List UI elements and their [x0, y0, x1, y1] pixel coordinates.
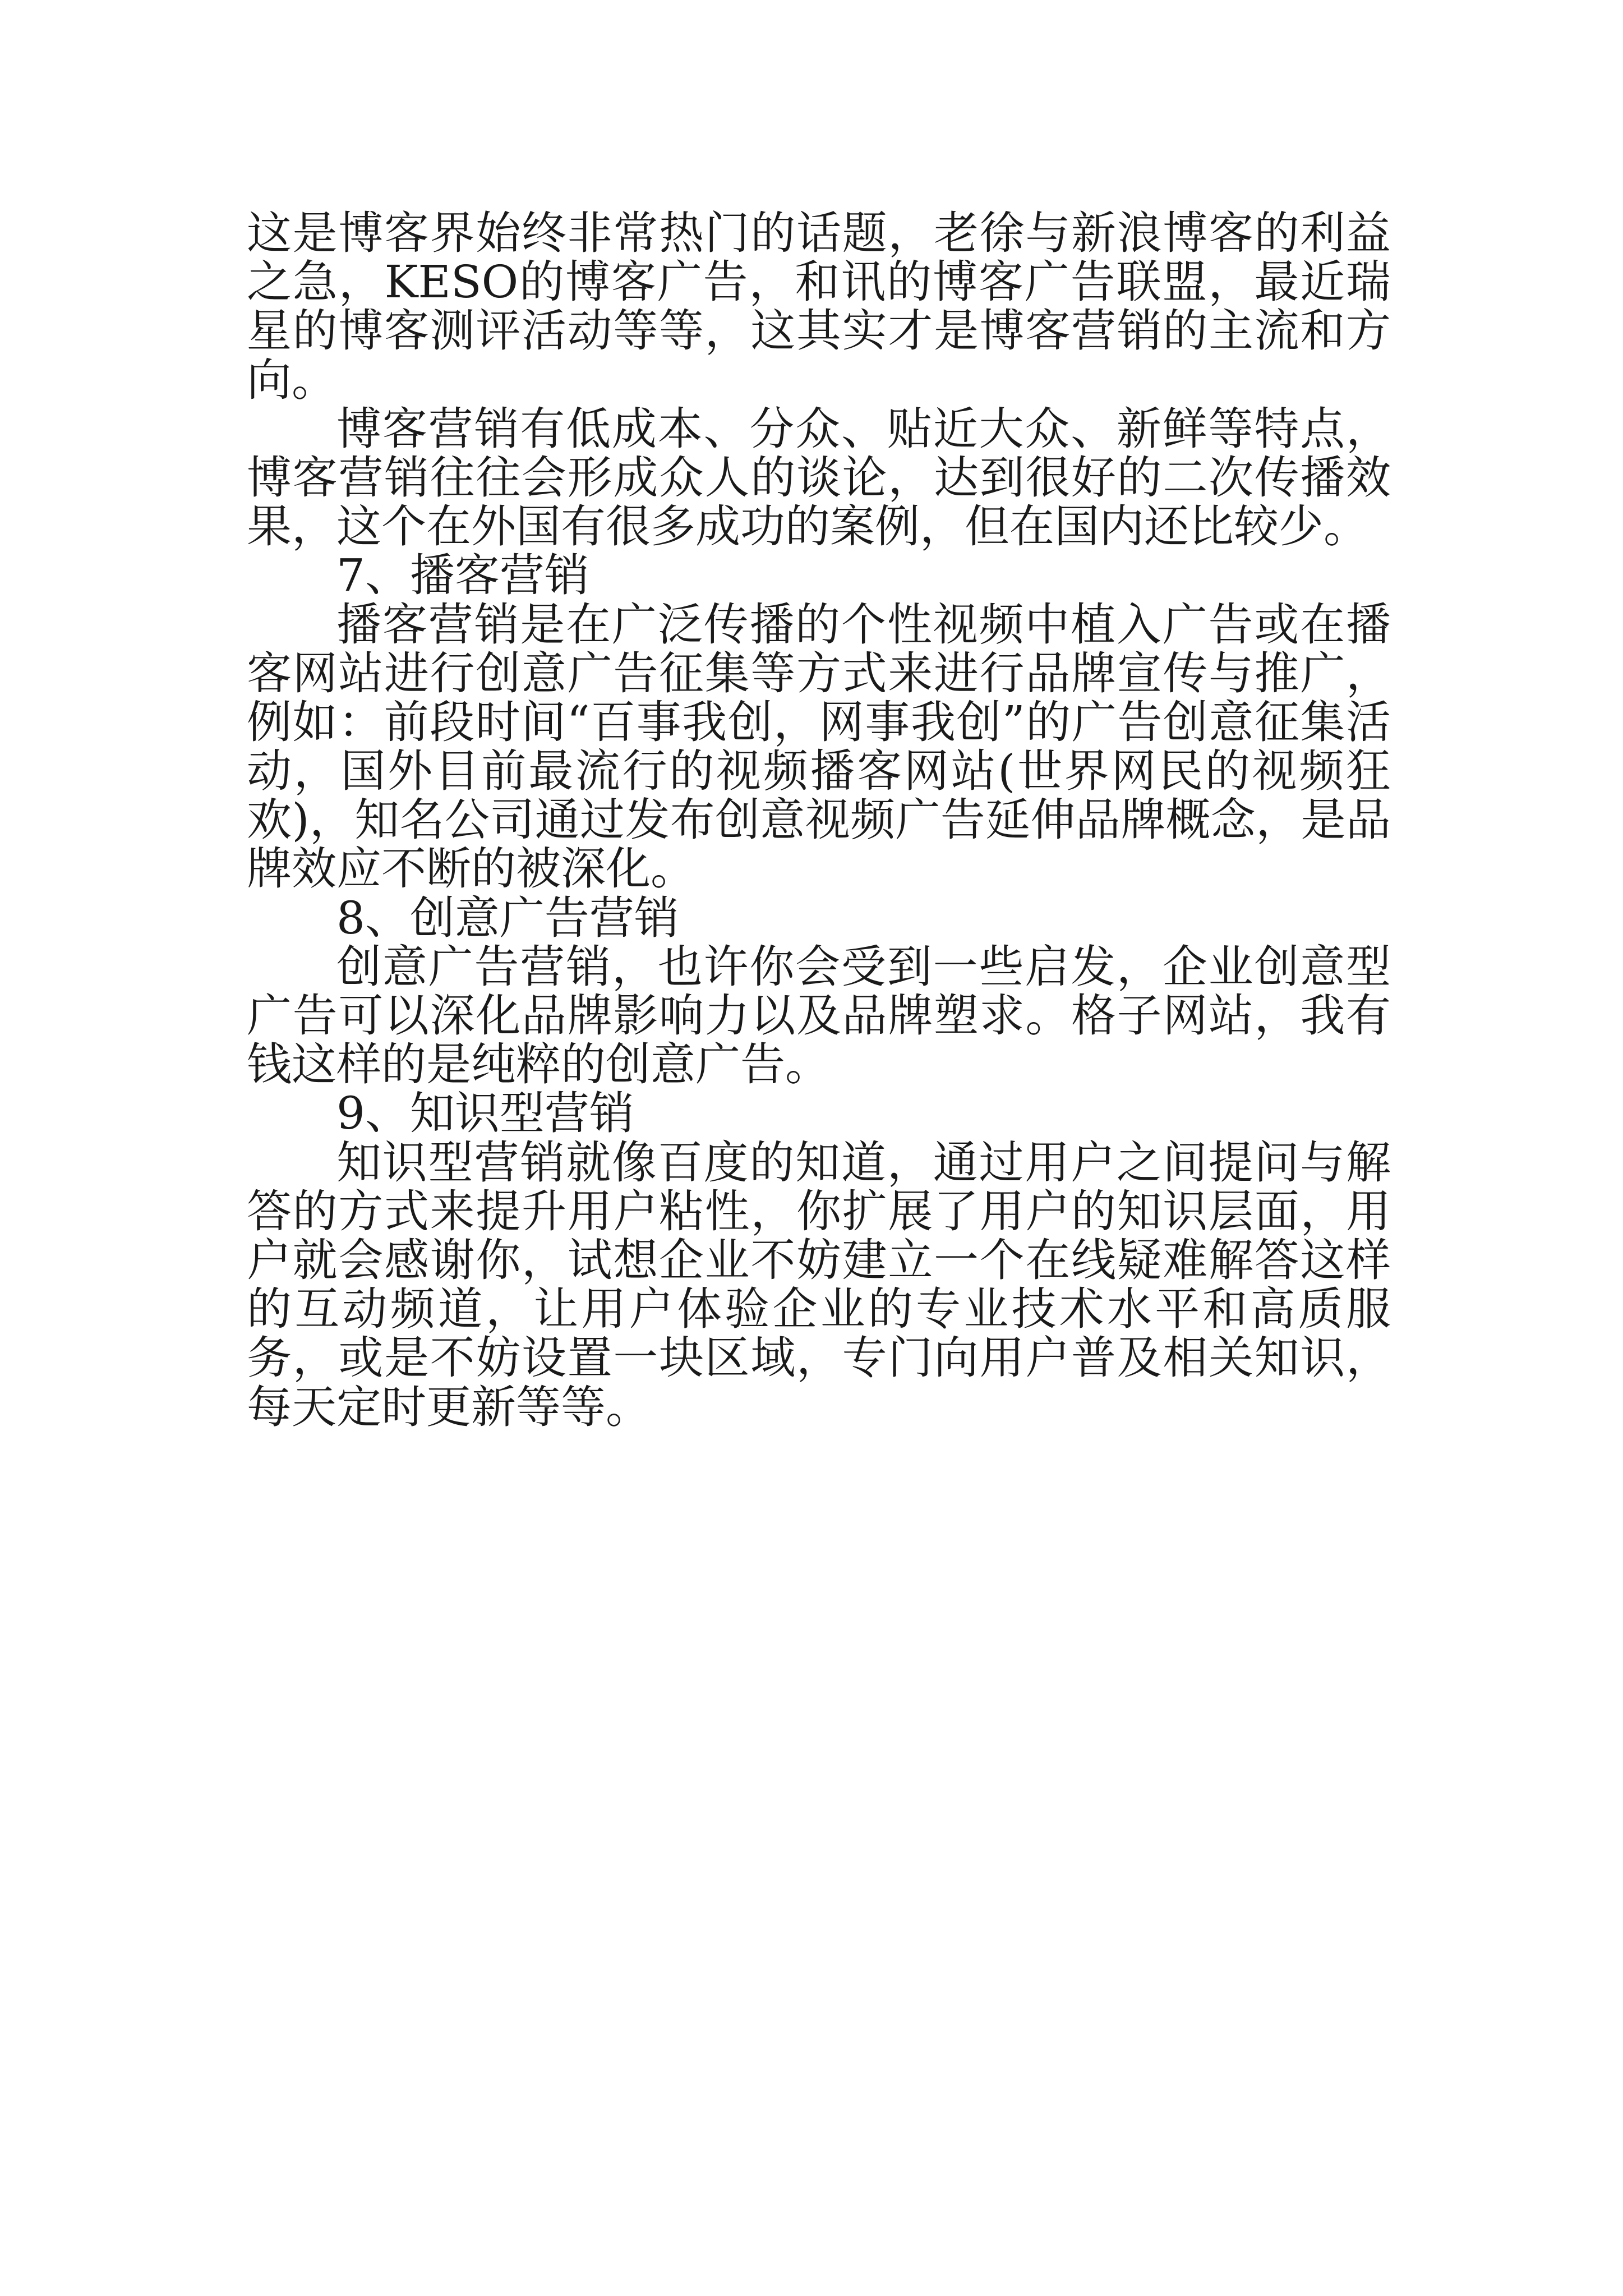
paragraph-podcast-marketing: 播客营销是在广泛传播的个性视频中植入广告或在播客网站进行创意广告征集等方式来进行品牌宣传与推广，例如：前段时间“百事我创，网事我创”的广告创意征集活动，国外目前最流行的视频播客网站(世界网民的视频狂欢)，知名公司通过发布创意视频广告延伸品牌概念，是品牌效应不断的被深化。 [247, 598, 1391, 895]
paragraph-blog-marketing-features: 博客营销有低成本、分众、贴近大众、新鲜等特点，博客营销往往会形成众人的谈论，达到很好的二次传播效果，这个在外国有很多成功的案例，但在国内还比较少。 [247, 402, 1391, 553]
heading-knowledge-marketing: 9、知识型营销 [336, 1087, 634, 1140]
paragraph-knowledge-marketing: 知识型营销就像百度的知道，通过用户之间提问与解答的方式来提升用户粘性，你扩展了用户的知识层面，用户就会感谢你，试想企业不妨建立一个在线疑难解答这样的互动频道，让用户体验企业的专业技术水平和高质服务，或是不妨设置一块区域，专门向用户普及相关知识，每天定时更新等等。 [247, 1136, 1391, 1433]
paragraph-creative-ad-marketing: 创意广告营销，也许你会受到一些启发，企业创意型广告可以深化品牌影响力以及品牌塑求。格子网站，我有钱这样的是纯粹的创意广告。 [247, 940, 1391, 1091]
paragraph-blog-hot-topic: 这是博客界始终非常热门的话题，老徐与新浪博客的利益之急，KESO的博客广告，和讯的博客广告联盟，最近瑞星的博客测评活动等等，这其实才是博客营销的主流和方向。 [247, 207, 1391, 406]
document-body [247, 209, 1391, 1432]
heading-creative-ad-marketing: 8、创意广告营销 [336, 891, 679, 944]
heading-podcast-marketing: 7、播客营销 [336, 549, 589, 602]
